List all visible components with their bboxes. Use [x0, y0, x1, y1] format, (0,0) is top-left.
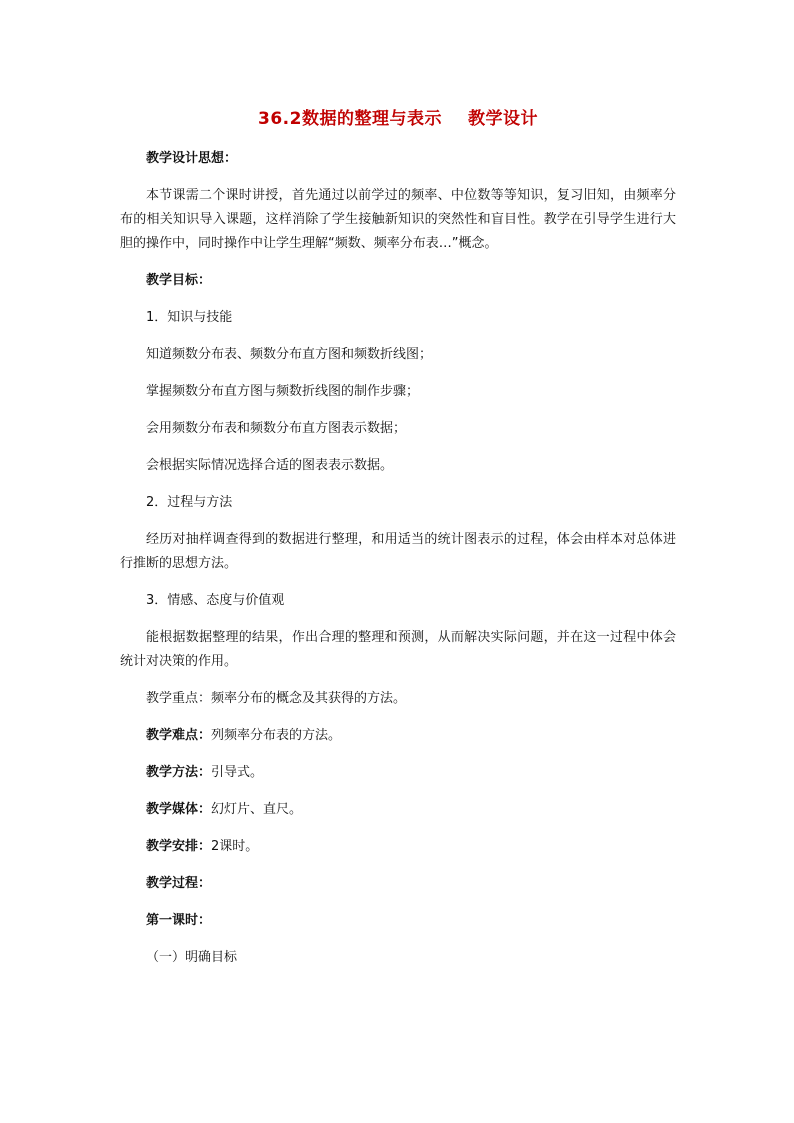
goal-2-body: 经历对抽样调查得到的数据进行整理，和用适当的统计图表示的过程，体会由样本对总体进行推断的思想方法。: [120, 532, 676, 571]
design-idea-body: 本节课需二个课时讲授，首先通过以前学过的频率、中位数等等知识，复习旧知，由频率分布的相关知识导入课题，这样消除了学生接触新知识的突然性和盲目性。教学在引导学生进行大胆的操作中，同时操作中让学生理解“频数、频率分布表…”概念。: [120, 188, 676, 251]
media: [120, 798, 676, 822]
goals-heading: 教学目标：: [146, 273, 212, 288]
difficulty: [120, 724, 676, 748]
lesson1-step1: （一）明确目标: [146, 950, 238, 965]
document-title: [120, 105, 676, 133]
lesson1-heading: 第一课时：: [146, 913, 212, 928]
title-suffix: 教学设计: [467, 109, 538, 129]
goal-1-item: 会根据实际情况选择合适的图表表示数据。: [146, 458, 394, 473]
goal-3-body: 能根据数据整理的结果，作出合理的整理和预测，从而解决实际问题，并在这一过程中体会统计对决策的作用。: [120, 630, 676, 669]
goal-1-item: 掌握频数分布直方图与频数折线图的制作步骤；: [146, 384, 420, 399]
goal-3-title: 3．情感、态度与价值观: [146, 593, 285, 608]
design-idea-heading: 教学设计思想：: [146, 151, 238, 166]
key-point-value: 频率分布的概念及其获得的方法。: [211, 691, 407, 706]
method-label: 教学方法：: [146, 765, 212, 780]
arrangement: [120, 835, 676, 859]
media-value: 幻灯片、直尺。: [211, 802, 303, 817]
arrangement-label: 教学安排：: [146, 839, 212, 854]
title-main: 36.2数据的整理与表示: [258, 109, 442, 129]
media-label: 教学媒体：: [146, 802, 212, 817]
difficulty-value: 列频率分布表的方法。: [211, 728, 342, 743]
method-value: 引导式。: [211, 765, 264, 780]
difficulty-label: 教学难点：: [146, 728, 212, 743]
process-heading: 教学过程：: [146, 876, 212, 891]
key-point-label: 教学重点：: [146, 691, 212, 706]
goal-1-title: 1．知识与技能: [146, 310, 233, 325]
method: [120, 761, 676, 785]
goal-2-title: 2．过程与方法: [146, 495, 233, 510]
arrangement-value: 2课时。: [211, 839, 259, 854]
goal-1-item: 知道频数分布表、频数分布直方图和频数折线图；: [146, 347, 433, 362]
goal-1-item: 会用频数分布表和频数分布直方图表示数据；: [146, 421, 407, 436]
key-point: [120, 687, 676, 711]
document-content: [120, 105, 676, 983]
